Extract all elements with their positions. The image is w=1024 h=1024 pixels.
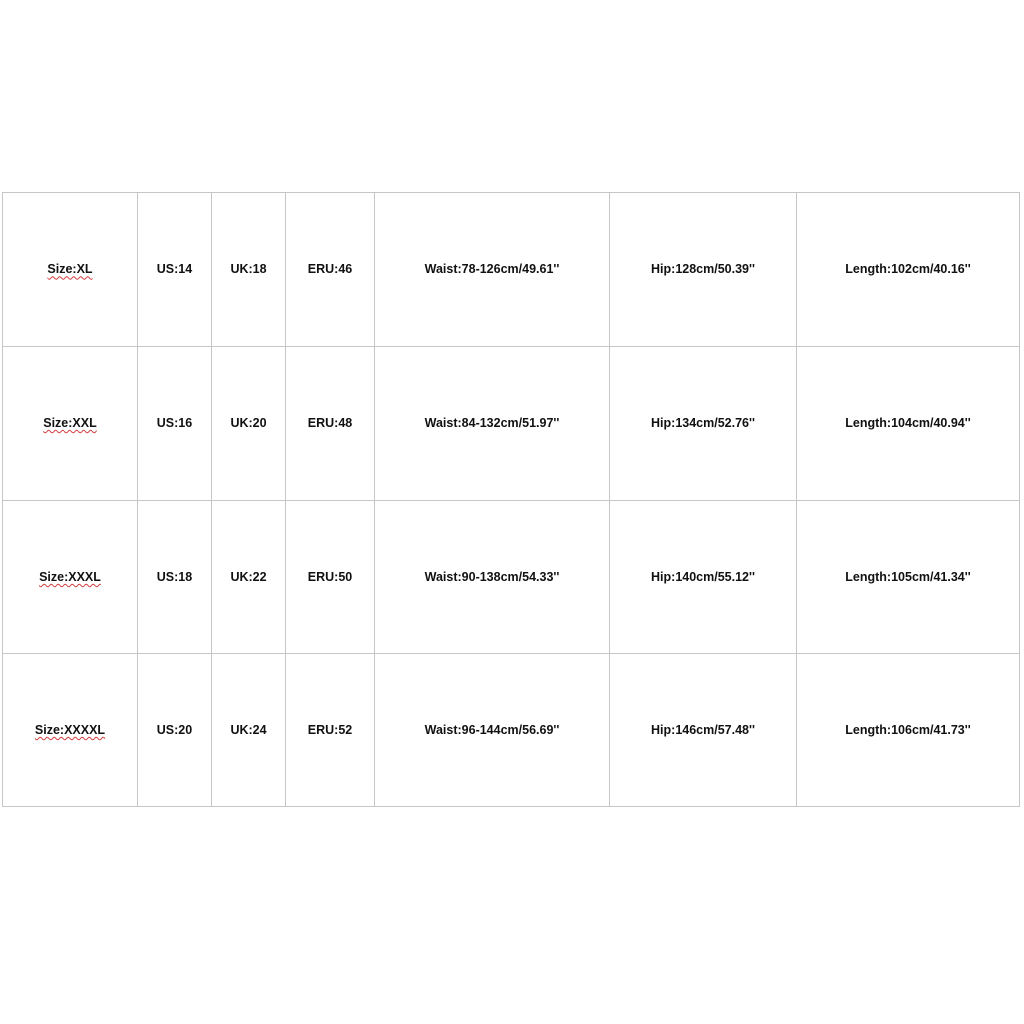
eru-size-cell: ERU:50 (286, 500, 375, 654)
us-size-cell: US:18 (138, 500, 212, 654)
uk-size-cell: UK:22 (212, 500, 286, 654)
waist-cell: Waist:84-132cm/51.97'' (375, 346, 610, 500)
hip-cell: Hip:140cm/55.12'' (610, 500, 797, 654)
size-cell (3, 500, 138, 654)
uk-size-cell: UK:20 (212, 346, 286, 500)
size-label: Size:XXL (43, 416, 97, 431)
length-cell: Length:106cm/41.73'' (797, 654, 1020, 807)
size-cell (3, 346, 138, 500)
size-label: Size:XL (47, 262, 93, 277)
waist-cell: Waist:90-138cm/54.33'' (375, 500, 610, 654)
hip-cell: Hip:146cm/57.48'' (610, 654, 797, 807)
length-cell: Length:105cm/41.34'' (797, 500, 1020, 654)
size-chart-table (2, 192, 1020, 807)
size-label: Size:XXXXL (34, 723, 106, 738)
waist-cell: Waist:96-144cm/56.69'' (375, 654, 610, 807)
table-row (3, 654, 1020, 807)
us-size-cell: US:20 (138, 654, 212, 807)
uk-size-cell: UK:18 (212, 193, 286, 347)
size-cell (3, 193, 138, 347)
uk-size-cell: UK:24 (212, 654, 286, 807)
length-cell: Length:104cm/40.94'' (797, 346, 1020, 500)
eru-size-cell: ERU:48 (286, 346, 375, 500)
eru-size-cell: ERU:52 (286, 654, 375, 807)
size-label: Size:XXXL (39, 569, 101, 584)
length-cell: Length:102cm/40.16'' (797, 193, 1020, 347)
size-cell (3, 654, 138, 807)
table-row (3, 193, 1020, 347)
table-row (3, 346, 1020, 500)
eru-size-cell: ERU:46 (286, 193, 375, 347)
waist-cell: Waist:78-126cm/49.61'' (375, 193, 610, 347)
hip-cell: Hip:128cm/50.39'' (610, 193, 797, 347)
us-size-cell: US:14 (138, 193, 212, 347)
table-row (3, 500, 1020, 654)
hip-cell: Hip:134cm/52.76'' (610, 346, 797, 500)
us-size-cell: US:16 (138, 346, 212, 500)
